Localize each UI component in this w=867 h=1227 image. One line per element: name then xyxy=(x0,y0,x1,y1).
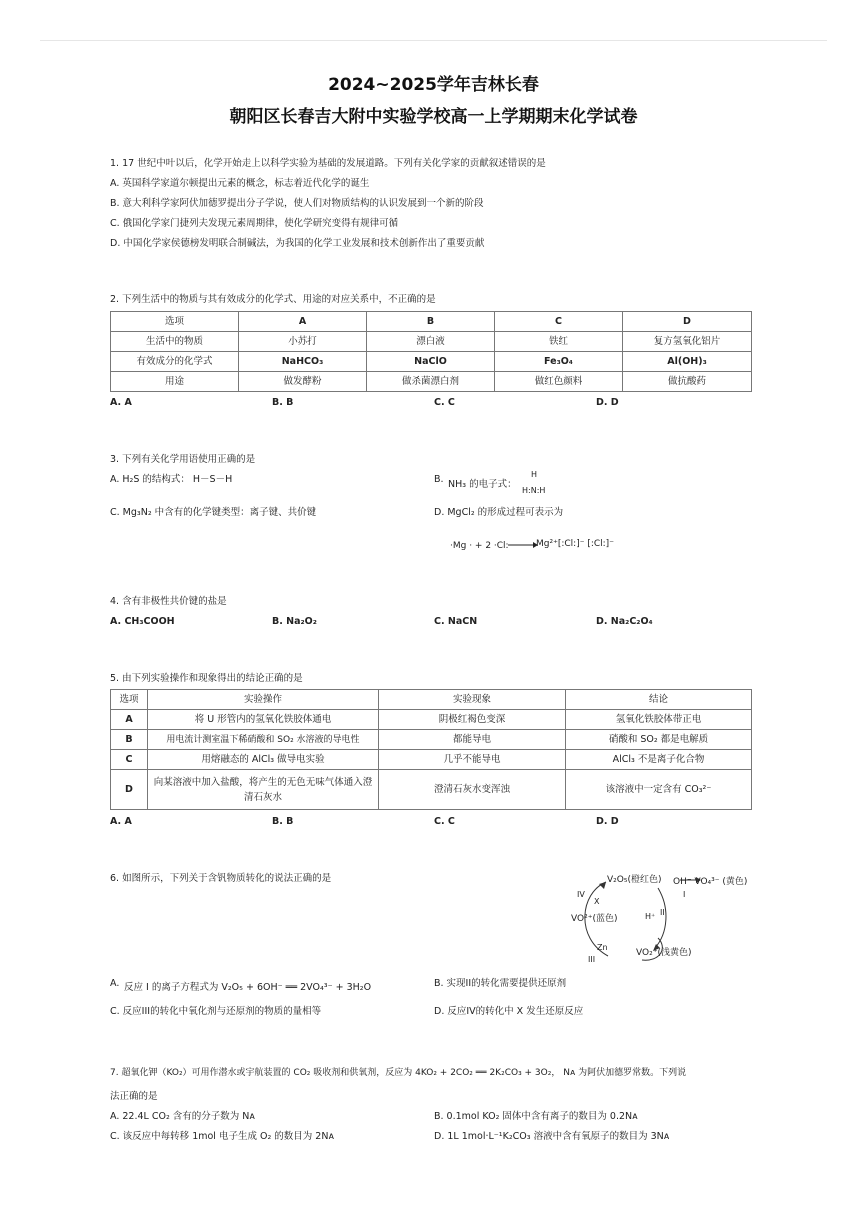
q5-cell: AlCl₃ 不是离子化合物 xyxy=(566,750,752,770)
q2-cell: 用途 xyxy=(111,372,239,392)
q4-stem: 4. 含有非极性共价键的盐是 xyxy=(110,596,227,607)
q5-cell: C xyxy=(111,750,148,770)
q2-cell: 复方氢氧化铝片 xyxy=(623,332,752,352)
q5-cell: A xyxy=(111,710,148,730)
q2-cell: 铁红 xyxy=(495,332,623,352)
q5-option-b[interactable]: B. B xyxy=(272,816,294,827)
q3-stem: 3. 下列有关化学用语使用正确的是 xyxy=(110,454,256,465)
q5-header-cell: 结论 xyxy=(566,690,752,710)
q7-option-d[interactable]: D. 1L 1mol·L⁻¹K₂CO₃ 溶液中含有氧原子的数目为 3Nᴀ xyxy=(434,1131,670,1142)
q3-option-a[interactable]: A. H₂S 的结构式： H－S－H xyxy=(110,474,233,485)
q5-cell: 阴极红褐色变深 xyxy=(379,710,566,730)
q2-cell: 生活中的物质 xyxy=(111,332,239,352)
q5-header-cell: 选项 xyxy=(111,690,148,710)
q1-option-b[interactable]: B. 意大利科学家阿伏加德罗提出分子学说，使人们对物质结构的认识发展到一个新的阶段 xyxy=(110,198,484,209)
q4-option-a[interactable]: A. CH₃COOH xyxy=(110,616,175,627)
q5-cell: D xyxy=(111,770,148,810)
q2-option-b[interactable]: B. B xyxy=(272,397,294,408)
fig-label-iii: III xyxy=(588,955,596,964)
q6-option-d[interactable]: D. 反应IV的转化中 X 发生还原反应 xyxy=(434,1006,584,1017)
fig-v2o5-label: V₂O₅(橙红色) xyxy=(607,875,662,885)
q5-table xyxy=(110,689,752,810)
q4-option-b[interactable]: B. Na₂O₂ xyxy=(272,616,317,627)
fig-vo4-label: OH⁻ VO₄³⁻ (黄色) xyxy=(673,877,748,887)
q1-option-a[interactable]: A. 英国科学家道尔顿提出元素的概念，标志着近代化学的诞生 xyxy=(110,178,370,189)
q3-option-c[interactable]: C. Mg₃N₂ 中含有的化学键类型：离子键、共价键 xyxy=(110,507,317,518)
q7-option-c[interactable]: C. 该反应中每转移 1mol 电子生成 O₂ 的数目为 2Nᴀ xyxy=(110,1131,335,1142)
q3-option-d[interactable]: D. MgCl₂ 的形成过程可表示为 xyxy=(434,507,564,518)
q2-cell: 做发酵粉 xyxy=(239,372,367,392)
q3-d-product: Mg²⁺[:Cl:]⁻ [:Cl:]⁻ xyxy=(536,539,614,549)
q5-cell: 几乎不能导电 xyxy=(379,750,566,770)
q5-cell: 该溶液中一定含有 CO₃²⁻ xyxy=(566,770,752,810)
q6-stem: 6. 如图所示，下列关于含钒物质转化的说法正确的是 xyxy=(110,873,332,884)
q6-option-a[interactable]: 反应 I 的离子方程式为 V₂O₅ + 6OH⁻ ══ 2VO₄³⁻ + 3H₂O xyxy=(124,982,372,993)
q2-cell: 做杀菌漂白剂 xyxy=(367,372,495,392)
q2-option-d[interactable]: D. D xyxy=(596,397,619,408)
fig-label-iv: IV xyxy=(577,890,585,899)
q7-stem-line1: 7. 超氧化钾（KO₂）可用作潜水或宇航装置的 CO₂ 吸收剂和供氧剂，反应为 4KO₂ + 2CO₂ ══ 2K₂CO₃ + 3O₂， Nᴀ 为阿伏加德罗常数。下列说 xyxy=(110,1068,687,1078)
q2-cell: Fe₃O₄ xyxy=(495,352,623,372)
q2-option-c[interactable]: C. C xyxy=(434,397,455,408)
q5-cell: B xyxy=(111,730,148,750)
q3-b-dots-top: H xyxy=(531,470,538,479)
q2-cell: 做抗酸药 xyxy=(623,372,752,392)
q5-header-cell: 实验操作 xyxy=(148,690,379,710)
fig-label-zn: Zn xyxy=(597,943,608,952)
q3-b-dots-mid: H:N:H xyxy=(522,486,546,495)
q5-cell: 用电流计测室温下稀硝酸和 SO₂ 水溶液的导电性 xyxy=(148,730,379,750)
q5-option-d[interactable]: D. D xyxy=(596,816,619,827)
fig-label-ii: II xyxy=(660,908,665,917)
q1-option-d[interactable]: D. 中国化学家侯德榜发明联合制碱法，为我国的化学工业发展和技术创新作出了重要贡献 xyxy=(110,238,485,249)
q2-table xyxy=(110,311,752,392)
q2-cell: NaClO xyxy=(367,352,495,372)
q3-option-b[interactable]: NH₃ 的电子式： xyxy=(448,479,517,490)
q5-cell: 都能导电 xyxy=(379,730,566,750)
q7-stem-line2: 法正确的是 xyxy=(110,1091,158,1102)
q5-cell: 向某溶液中加入盐酸，将产生的无色无味气体通入澄清石灰水 xyxy=(148,770,379,810)
q6-option-b[interactable]: B. 实现II的转化需要提供还原剂 xyxy=(434,978,567,989)
q1-option-c[interactable]: C. 俄国化学家门捷列夫发现元素周期律，使化学研究变得有规律可循 xyxy=(110,218,399,229)
q2-cell: 有效成分的化学式 xyxy=(111,352,239,372)
q2-cell: C xyxy=(495,312,623,332)
q5-cell: 将 U 形管内的氢氧化铁胶体通电 xyxy=(148,710,379,730)
q2-cell: 选项 xyxy=(111,312,239,332)
q5-cell: 用熔融态的 AlCl₃ 做导电实验 xyxy=(148,750,379,770)
q2-cell: 小苏打 xyxy=(239,332,367,352)
q2-cell: B xyxy=(367,312,495,332)
q1-stem: 1. 17 世纪中叶以后，化学开始走上以科学实验为基础的发展道路。下列有关化学家的贡献叙述错误的是 xyxy=(110,158,546,169)
fig-label-i: I xyxy=(683,890,686,899)
q7-option-a[interactable]: A. 22.4L CO₂ 含有的分子数为 Nᴀ xyxy=(110,1111,256,1122)
q4-option-d[interactable]: D. Na₂C₂O₄ xyxy=(596,616,653,627)
page-title-line2: 朝阳区长春吉大附中实验学校高一上学期期末化学试卷 xyxy=(229,107,638,127)
fig-vo2-label: VO₂⁺(浅黄色) xyxy=(636,948,692,958)
q2-cell: A xyxy=(239,312,367,332)
q2-stem: 2. 下列生活中的物质与其有效成分的化学式、用途的对应关系中，不正确的是 xyxy=(110,294,436,305)
q5-cell: 澄清石灰水变浑浊 xyxy=(379,770,566,810)
top-divider xyxy=(40,40,827,41)
q2-cell: Al(OH)₃ xyxy=(623,352,752,372)
q7-option-b[interactable]: B. 0.1mol KO₂ 固体中含有离子的数目为 0.2Nᴀ xyxy=(434,1111,638,1122)
fig-vo2plus-label: VO²⁺(蓝色) xyxy=(571,914,618,924)
q6-option-a-letter[interactable]: A. xyxy=(110,978,120,989)
q2-cell: 做红色颜料 xyxy=(495,372,623,392)
q5-option-c[interactable]: C. C xyxy=(434,816,455,827)
q2-option-a[interactable]: A. A xyxy=(110,397,132,408)
q5-cell: 氢氧化铁胶体带正电 xyxy=(566,710,752,730)
q2-cell: D xyxy=(623,312,752,332)
reaction-arrow-icon xyxy=(508,540,538,550)
q2-cell: 漂白液 xyxy=(367,332,495,352)
q6-option-c[interactable]: C. 反应III的转化中氧化剂与还原剂的物质的量相等 xyxy=(110,1006,322,1017)
q5-cell: 硝酸和 SO₂ 都是电解质 xyxy=(566,730,752,750)
q5-header-cell: 实验现象 xyxy=(379,690,566,710)
q5-stem: 5. 由下列实验操作和现象得出的结论正确的是 xyxy=(110,673,303,684)
q4-option-c[interactable]: C. NaCN xyxy=(434,616,478,627)
fig-label-x: X xyxy=(594,897,600,906)
q3-option-b-letter[interactable]: B. xyxy=(434,474,444,485)
q5-option-a[interactable]: A. A xyxy=(110,816,132,827)
fig-label-h: H⁺ xyxy=(645,912,656,921)
q2-cell: NaHCO₃ xyxy=(239,352,367,372)
page-title-line1: 2024~2025学年吉林长春 xyxy=(328,75,539,95)
q3-d-reactants: ·Mg · + 2 ·Cl: xyxy=(450,541,509,551)
